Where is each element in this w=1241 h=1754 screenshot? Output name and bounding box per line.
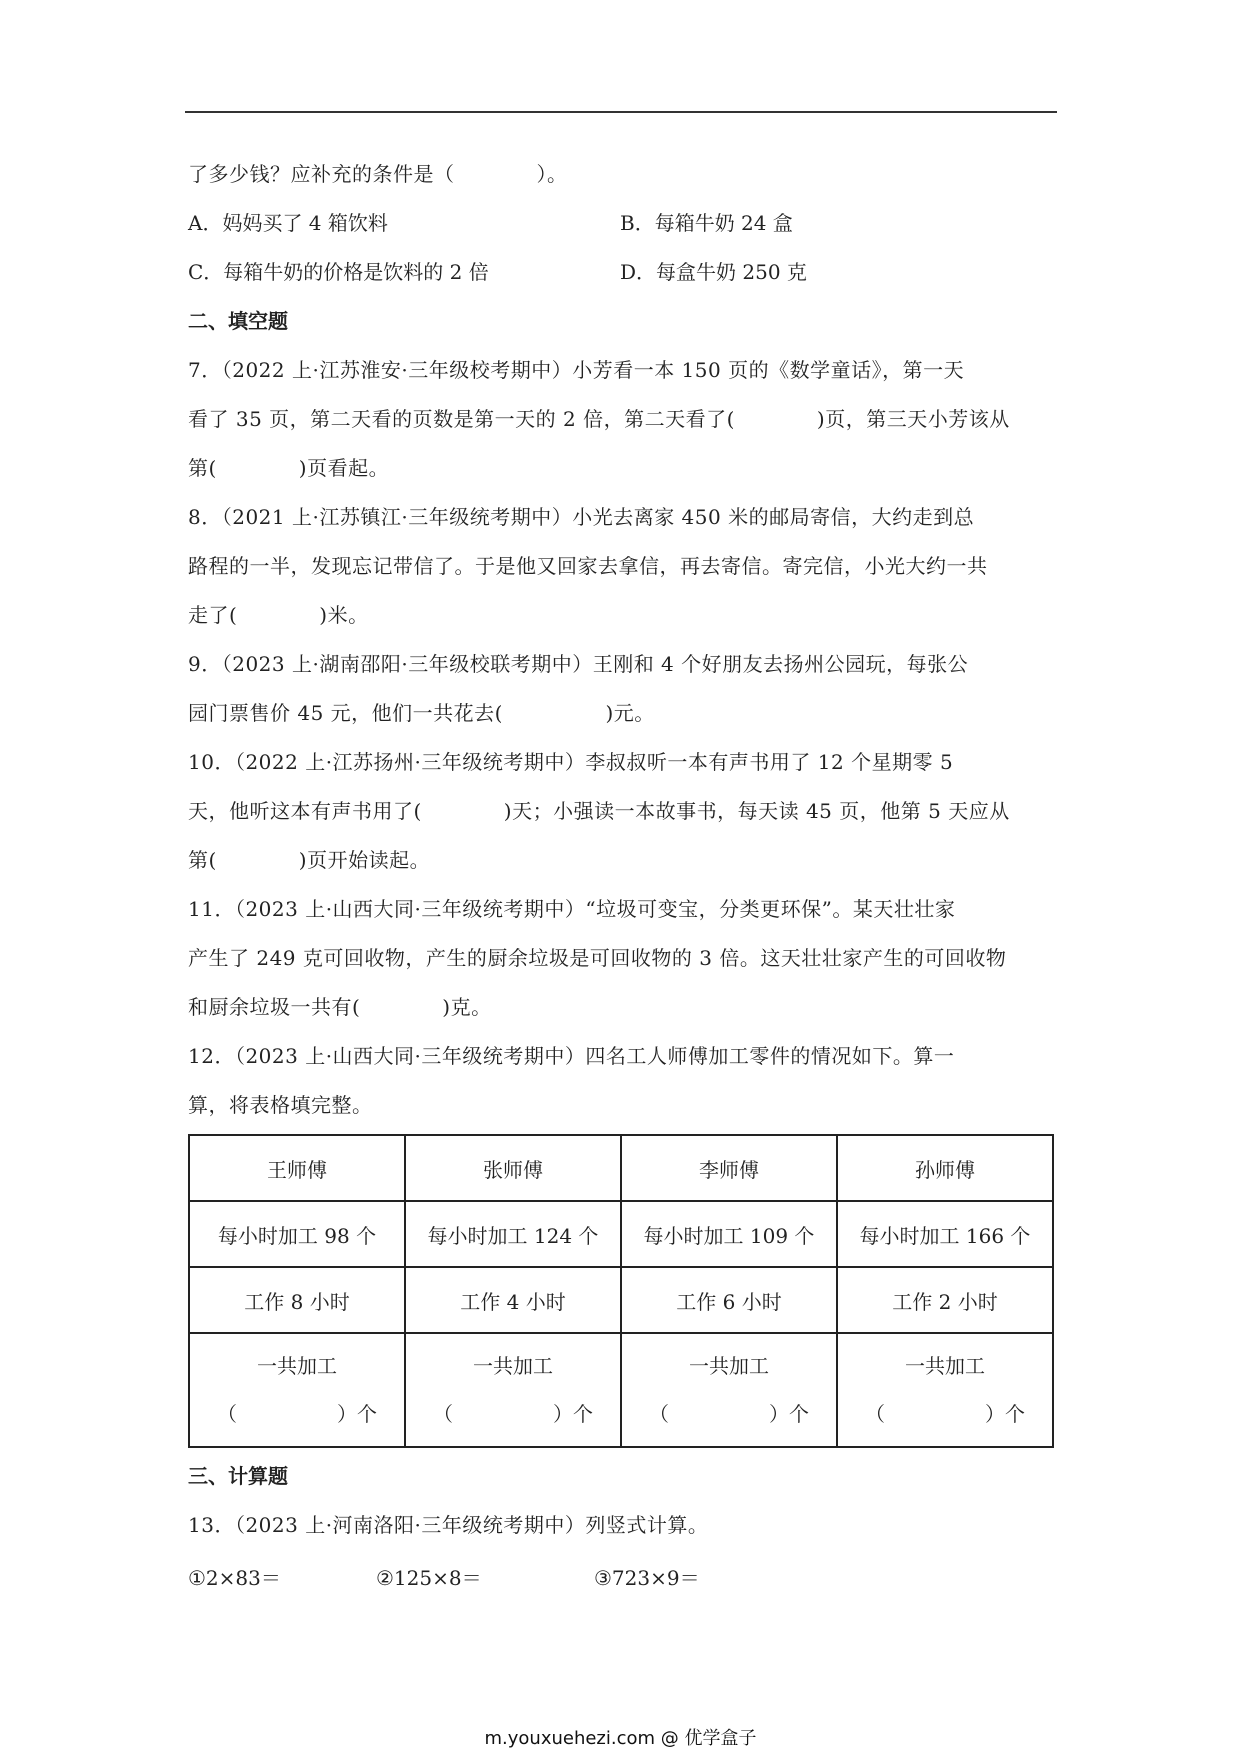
section-3-title: 三、计算题 [188, 1464, 288, 1488]
q11-line: 产生了 249 克可回收物，产生的厨余垃圾是可回收物的 3 倍。这天壮壮家产生的可回收物 [188, 946, 1007, 970]
question-7 [188, 346, 1060, 493]
footer-watermark: m.youxuehezi.com @ 优学盒子 [484, 1728, 757, 1749]
q6-option-d: D．每盒牛奶 250 克 [620, 260, 807, 284]
q9-line: 9．（2023 上·湖南邵阳·三年级校联考期中）王刚和 4 个好朋友去扬州公园玩，每张公 [188, 652, 969, 676]
q11-line: 和厨余垃圾一共有( )克。 [188, 995, 492, 1019]
table-cell: 每小时加工 98 个 [189, 1201, 405, 1267]
question-10 [188, 738, 1060, 885]
table-cell: 孙师傅 [837, 1135, 1053, 1201]
q6-options-row-1 [188, 199, 1060, 248]
table-cell: 每小时加工 124 个 [405, 1201, 621, 1267]
q12-line: 算，将表格填完整。 [188, 1093, 373, 1117]
total-label: 一共加工 [905, 1354, 985, 1378]
q7-line: 7．（2022 上·江苏淮安·三年级校考期中）小芳看一本 150 页的《数学童话》，第一天 [188, 358, 965, 382]
table-cell: 工作 6 小时 [621, 1267, 837, 1333]
q10-line: 天，他听这本有声书用了( )天；小强读一本故事书，每天读 45 页，他第 5 天应从 [188, 799, 1010, 823]
total-blank: （ ）个 [649, 1402, 809, 1426]
table-cell [621, 1333, 837, 1447]
section-2-title: 二、填空题 [188, 309, 288, 333]
q6-options-row-2 [188, 248, 1060, 297]
worksheet-body [188, 150, 1060, 1603]
question-12 [188, 1032, 1060, 1130]
q13-items [188, 1554, 1060, 1603]
calc-item: ①2×83＝ [188, 1566, 281, 1590]
table-cell: 工作 2 小时 [837, 1267, 1053, 1333]
question-13: 13．（2023 上·河南洛阳·三年级统考期中）列竖式计算。 [188, 1513, 709, 1537]
table-cell: 李师傅 [621, 1135, 837, 1201]
q6-option-b: B．每箱牛奶 24 盒 [620, 211, 793, 235]
total-blank: （ ）个 [865, 1402, 1025, 1426]
table-cell: 王师傅 [189, 1135, 405, 1201]
header-rule [185, 111, 1057, 113]
q8-line: 走了( )米。 [188, 603, 369, 627]
q7-line: 第( )页看起。 [188, 456, 390, 480]
table-row-hours [189, 1267, 1053, 1333]
table-row-rates [189, 1201, 1053, 1267]
calc-item: ②125×8＝ [376, 1566, 482, 1590]
table-cell [837, 1333, 1053, 1447]
q8-line: 路程的一半，发现忘记带信了。于是他又回家去拿信，再去寄信。寄完信，小光大约一共 [188, 554, 988, 578]
table-row-totals [189, 1333, 1053, 1447]
total-label: 一共加工 [689, 1354, 769, 1378]
table-cell: 工作 4 小时 [405, 1267, 621, 1333]
total-blank: （ ）个 [217, 1402, 377, 1426]
total-label: 一共加工 [257, 1354, 337, 1378]
q10-line: 10．（2022 上·江苏扬州·三年级统考期中）李叔叔听一本有声书用了 12 个星期零 5 [188, 750, 954, 774]
q7-line: 看了 35 页，第二天看的页数是第一天的 2 倍，第二天看了( )页，第三天小芳该从 [188, 407, 1010, 431]
q10-line: 第( )页开始读起。 [188, 848, 431, 872]
table-cell: 每小时加工 109 个 [621, 1201, 837, 1267]
question-11 [188, 885, 1060, 1032]
work-table [188, 1134, 1054, 1448]
table-cell: 工作 8 小时 [189, 1267, 405, 1333]
q8-line: 8．（2021 上·江苏镇江·三年级统考期中）小光去离家 450 米的邮局寄信，大约走到总 [188, 505, 975, 529]
table-cell [189, 1333, 405, 1447]
q6-option-c: C．每箱牛奶的价格是饮料的 2 倍 [188, 260, 489, 284]
q9-line: 园门票售价 45 元，他们一共花去( )元。 [188, 701, 655, 725]
q6-option-a: A．妈妈买了 4 箱饮料 [188, 211, 388, 235]
table-cell [405, 1333, 621, 1447]
table-cell: 张师傅 [405, 1135, 621, 1201]
total-blank: （ ）个 [433, 1402, 593, 1426]
q6-tail: 了多少钱？应补充的条件是（ ）。 [188, 162, 568, 186]
q11-line: 11．（2023 上·山西大同·三年级统考期中）“垃圾可变宝，分类更环保”。某天壮壮家 [188, 897, 956, 921]
calc-item: ③723×9＝ [594, 1566, 700, 1590]
question-9 [188, 640, 1060, 738]
table-row-names [189, 1135, 1053, 1201]
table-cell: 每小时加工 166 个 [837, 1201, 1053, 1267]
q12-line: 12．（2023 上·山西大同·三年级统考期中）四名工人师傅加工零件的情况如下。算一 [188, 1044, 955, 1068]
question-8 [188, 493, 1060, 640]
total-label: 一共加工 [473, 1354, 553, 1378]
